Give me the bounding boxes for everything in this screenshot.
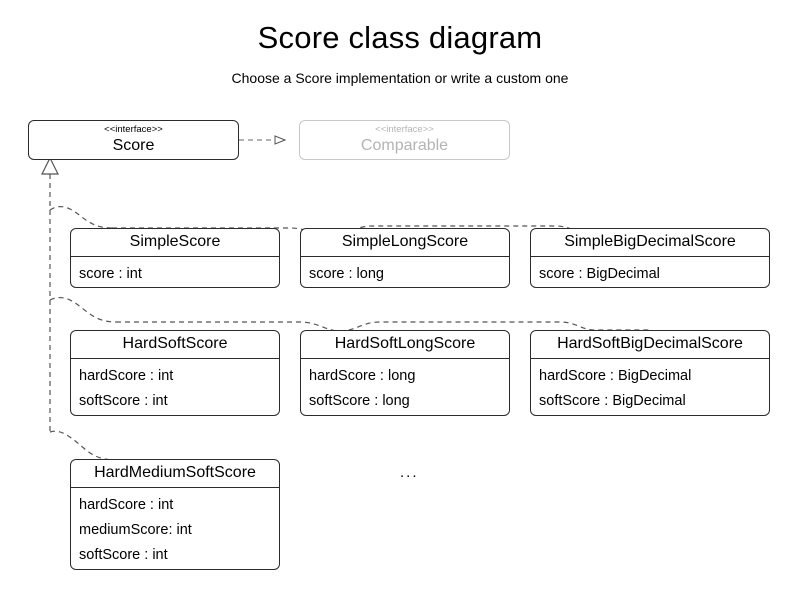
class-box-score[interactable] (28, 120, 239, 160)
class-box-comparable[interactable] (299, 120, 510, 160)
class-attributes-simple-long-score (301, 257, 509, 288)
edge-row2-branch (50, 298, 650, 331)
class-header-simple-long-score (301, 229, 509, 256)
class-attributes-hard-medium-soft-score (71, 488, 279, 570)
class-name: HardMediumSoftScore (94, 464, 256, 481)
attribute: score : BigDecimal (539, 266, 660, 282)
class-name: SimpleLongScore (341, 233, 469, 250)
attribute: softScore : int (79, 393, 168, 409)
class-name: SimpleScore (129, 233, 221, 250)
class-attributes-simple-score (71, 257, 279, 288)
attribute: hardScore : long (309, 368, 416, 384)
class-stereotype: <<interface>> (104, 124, 163, 135)
attribute: hardScore : int (79, 368, 174, 384)
class-box-hard-soft-score[interactable] (70, 330, 280, 416)
class-attributes-hard-soft-score (71, 359, 279, 416)
attribute: softScore : int (79, 547, 168, 563)
class-box-hard-soft-big-decimal-score[interactable] (530, 330, 770, 416)
class-stereotype: <<interface>> (375, 124, 434, 135)
class-attributes-simple-big-decimal-score (531, 257, 769, 288)
class-header-hard-soft-long-score (301, 331, 509, 358)
class-box-simple-big-decimal-score[interactable] (530, 228, 770, 288)
class-name: HardSoftBigDecimalScore (557, 335, 743, 352)
class-header-hard-medium-soft-score (71, 460, 279, 487)
page-subtitle: Choose a Score implementation or write a custom one (231, 70, 569, 86)
attribute: score : int (79, 266, 142, 282)
page-title: Score class diagram (257, 20, 543, 55)
class-box-hard-medium-soft-score[interactable] (70, 459, 280, 570)
class-header-score (29, 121, 238, 160)
attribute: hardScore : BigDecimal (539, 368, 692, 384)
class-header-hard-soft-big-decimal-score (531, 331, 769, 358)
edge-row3-branch (50, 431, 120, 460)
class-name: HardSoftLongScore (334, 335, 476, 352)
class-name: Comparable (360, 137, 449, 154)
more-implementations-ellipsis: ... (400, 464, 419, 481)
class-header-simple-big-decimal-score (531, 229, 769, 256)
class-header-simple-score (71, 229, 279, 256)
class-box-simple-score[interactable] (70, 228, 280, 288)
class-header-comparable (300, 121, 509, 160)
attribute: score : long (309, 266, 384, 282)
inheritance-arrowhead-score (42, 158, 58, 174)
class-name: SimpleBigDecimalScore (564, 233, 736, 250)
class-header-hard-soft-score (71, 331, 279, 358)
class-box-simple-long-score[interactable] (300, 228, 510, 288)
attribute: hardScore : int (79, 497, 174, 513)
class-name: HardSoftScore (122, 335, 228, 352)
class-box-hard-soft-long-score[interactable] (300, 330, 510, 416)
attribute: softScore : long (309, 393, 410, 409)
attribute: softScore : BigDecimal (539, 393, 686, 409)
class-name: Score (112, 137, 155, 154)
class-attributes-hard-soft-big-decimal-score (531, 359, 769, 416)
class-attributes-hard-soft-long-score (301, 359, 509, 416)
attribute: mediumScore: int (79, 522, 192, 538)
